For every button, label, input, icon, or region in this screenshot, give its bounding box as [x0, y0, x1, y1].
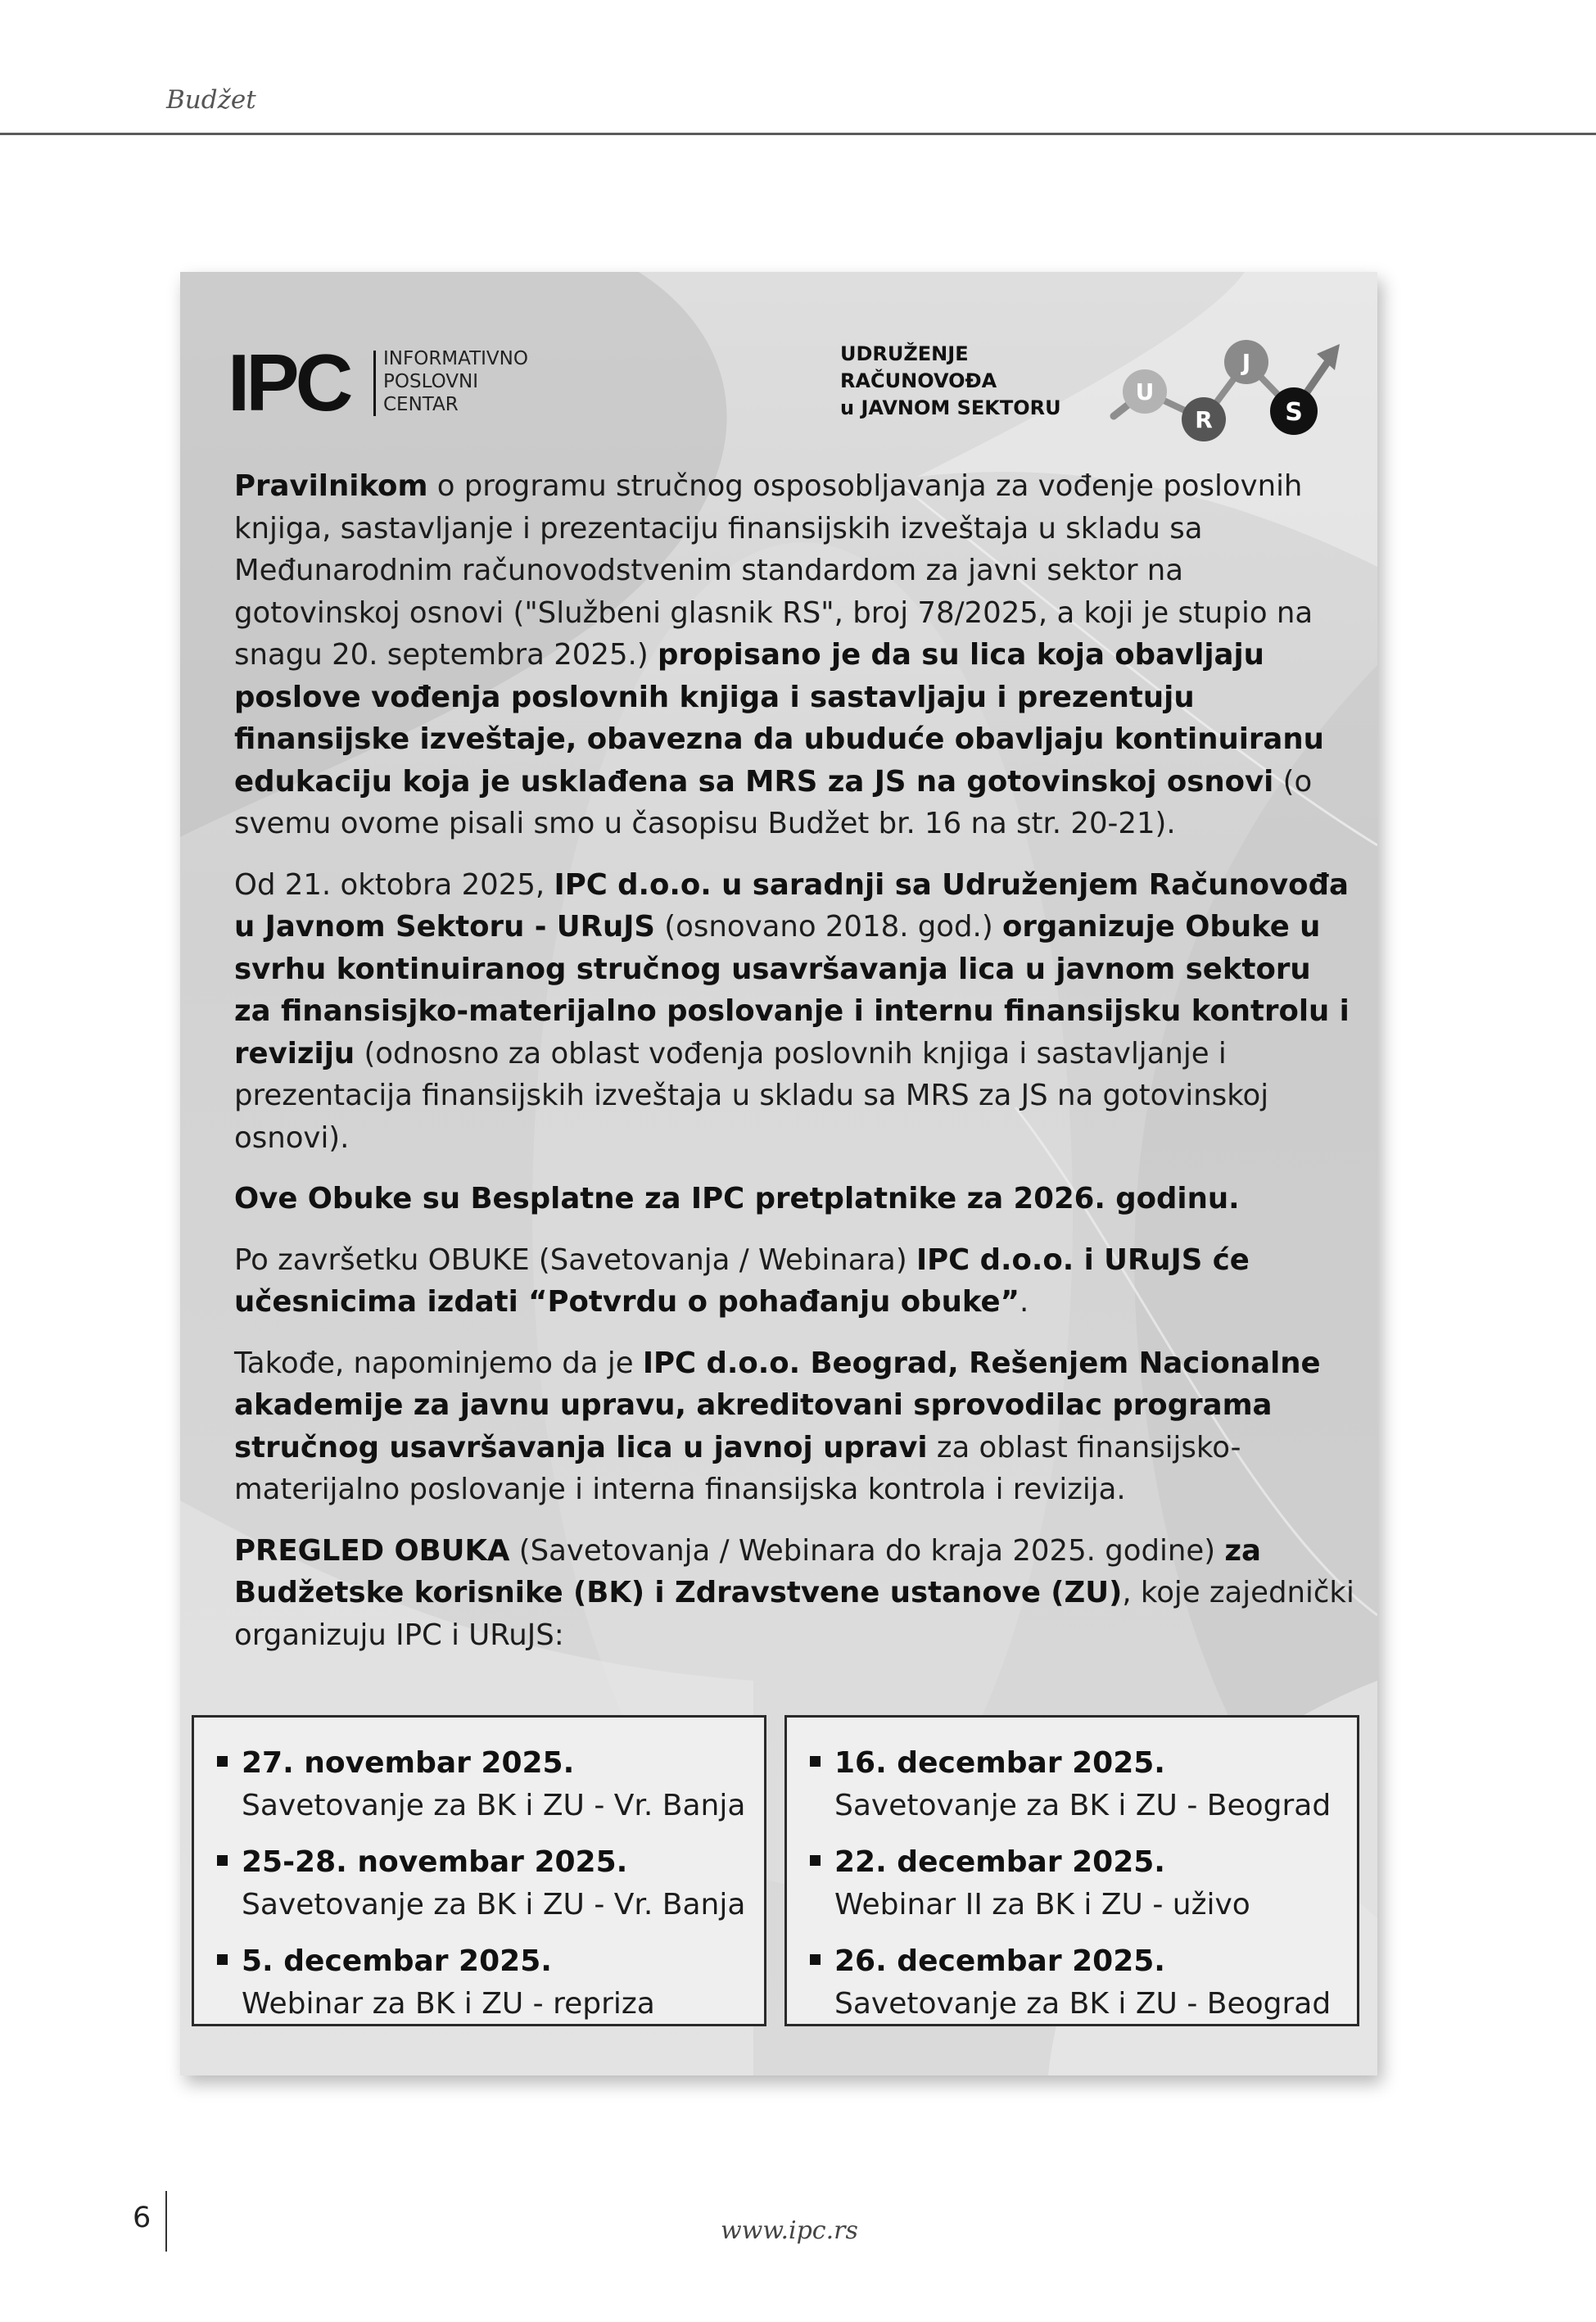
schedule-item — [217, 1742, 764, 1827]
card-body-text — [234, 465, 1356, 1675]
ipc-subtitle-line: INFORMATIVNO — [383, 348, 528, 369]
logo-letter-u: U — [1135, 378, 1155, 405]
bold-text: za Budžetske korisnike (BK) i Zdravstvene ustanove (ZU) — [234, 1533, 1261, 1609]
schedule-description: Webinar za BK i ZU - repriza — [242, 1987, 655, 2021]
ipc-subtitle-line: POSLOVNI — [383, 371, 478, 392]
body-text: (odnosno za oblast vođenja poslovnih knjiga i sastavljanje i prezentacija finansijskih izveštaja u skladu sa MRS za JS na gotovinskoj osnovi). — [234, 1036, 1269, 1155]
association-name — [840, 341, 1061, 422]
ipc-logo-mark: IPC — [228, 337, 350, 428]
association-name-line: RAČUNOVOĐA — [840, 369, 997, 392]
schedule-item — [217, 1841, 764, 1926]
schedule-box-left — [192, 1715, 766, 2026]
bold-text: IPC d.o.o. u saradnji sa Udruženjem Računovođa u Javnom Sektoru - URuJS — [234, 867, 1349, 944]
schedule-item — [810, 1742, 1357, 1827]
ipc-logo-subtitle — [383, 347, 528, 416]
page-number: 6 — [133, 2202, 151, 2234]
bullet-square-icon — [217, 1855, 228, 1866]
bold-text: propisano je da su lica koja obavljaju poslove vođenja poslovnih knjiga i sastavljaju i prezentuju finansijske izveštaje, obavezna da ubuduće obavljaju kontinuiranu edukaciju koja je usklađena sa MRS za JS na gotovinskoj osnovi — [234, 638, 1324, 799]
body-text: (osnovano 2018. god.) — [655, 910, 1002, 944]
schedule-date: 22. decembar 2025. — [834, 1845, 1165, 1879]
body-text: Po završetku OBUKE (Savetovanja / Webinara) — [234, 1242, 916, 1277]
bullet-square-icon — [217, 1756, 228, 1767]
body-paragraph — [234, 465, 1356, 845]
schedule-item — [810, 1940, 1357, 2026]
body-text: Takođe, napominjemo da je — [234, 1346, 643, 1380]
schedule-description: Webinar II za BK i ZU - uživo — [834, 1888, 1250, 1921]
schedule-box-right — [784, 1715, 1359, 2026]
bold-text: Pravilnikom — [234, 469, 428, 503]
schedule-description: Savetovanje za BK i ZU - Vr. Banja — [242, 1789, 746, 1822]
association-name-line: u JAVNOM SEKTORU — [840, 396, 1061, 419]
schedule-date: 16. decembar 2025. — [834, 1746, 1165, 1780]
schedule-item — [217, 1940, 764, 2026]
logo-letter-j: J — [1241, 349, 1251, 376]
schedule-list-right — [787, 1718, 1357, 2026]
footer-rule — [165, 2191, 167, 2252]
body-text: . — [1019, 1285, 1029, 1319]
schedule-list-left — [194, 1718, 764, 2026]
bold-text: PREGLED OBUKA — [234, 1533, 510, 1568]
announcement-card — [180, 272, 1377, 2075]
body-text: (Savetovanja / Webinara do kraja 2025. godine) — [509, 1533, 1225, 1568]
body-text: , koje zajednički organizuju IPC i URuJS: — [234, 1576, 1354, 1652]
bold-text: organizuje Obuke u svrhu kontinuiranog stručnog usavršavanja lica u javnom sektoru za finansisjko-materijalno poslovanje i internu finansijsku kontrolu i reviziju — [234, 910, 1350, 1070]
header-rule — [0, 133, 1596, 135]
body-text: o programu stručnog osposobljavanja za vođenje poslovnih knjiga, sastavljanje i prezentaciju finansijskih izveštaja u skladu sa Međunarodnim računovodstvenim standardom za javni sektor na gotovinskoj osnovi ("Službeni glasnik RS", broj 78/2025, a koji je stupio na snagu 20. septembra 2025.) — [234, 469, 1313, 672]
schedule-item — [810, 1841, 1357, 1926]
schedule-date: 27. novembar 2025. — [242, 1746, 575, 1780]
schedule-description: Savetovanje za BK i ZU - Beograd — [834, 1789, 1332, 1822]
body-paragraph — [234, 864, 1356, 1160]
body-text: (o svemu ovome pisali smo u časopisu Budžet br. 16 na str. 20-21). — [234, 764, 1313, 840]
schedule-date: 26. decembar 2025. — [834, 1944, 1165, 1978]
bold-text: IPC d.o.o. Beograd, Rešenjem Nacionalne akademije za javnu upravu, akreditovani sprovodilac programa stručnog usavršavanja lica u javnoj upravi — [234, 1346, 1321, 1464]
schedule-date: 25-28. novembar 2025. — [242, 1845, 628, 1879]
schedule-description: Savetovanje za BK i ZU - Beograd — [834, 1987, 1332, 2021]
running-title: Budžet — [166, 85, 256, 115]
body-text: za oblast finansijsko-materijalno poslovanje i interna finansijska kontrola i revizija. — [234, 1430, 1241, 1506]
body-text: Od 21. oktobra 2025, — [234, 867, 554, 902]
body-paragraph — [234, 1342, 1356, 1511]
bullet-square-icon — [217, 1954, 228, 1965]
ipc-subtitle-line: CENTAR — [383, 394, 459, 415]
footer-url: www.ipc.rs — [721, 2216, 858, 2245]
logo-letter-s: S — [1285, 398, 1303, 427]
urujs-logo-icon — [1097, 319, 1343, 442]
bullet-square-icon — [810, 1855, 821, 1866]
bullet-square-icon — [810, 1954, 821, 1965]
association-name-line: UDRUŽENJE — [840, 342, 969, 365]
body-paragraph — [234, 1239, 1356, 1324]
body-paragraph — [234, 1530, 1356, 1657]
bold-text: IPC d.o.o. i URuJS će učesnicima izdati “Potvrdu o pohađanju obuke” — [234, 1242, 1250, 1319]
schedule-date: 5. decembar 2025. — [242, 1944, 552, 1978]
body-paragraph — [234, 1178, 1356, 1220]
bullet-square-icon — [810, 1756, 821, 1767]
ipc-logo-divider — [373, 351, 376, 416]
schedule-description: Savetovanje za BK i ZU - Vr. Banja — [242, 1888, 746, 1921]
logo-letter-r: R — [1195, 406, 1213, 433]
bold-text: Ove Obuke su Besplatne za IPC pretplatnike za 2026. godinu. — [234, 1182, 1240, 1215]
